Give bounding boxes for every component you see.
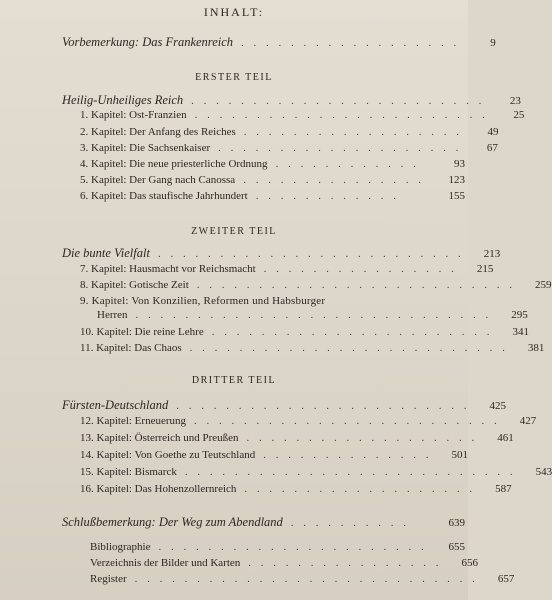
toc-section[interactable] <box>0 245 501 261</box>
appendix-label: Verzeichnis der Bilder und Karten <box>90 557 241 569</box>
toc-appendix-item[interactable] <box>0 539 465 555</box>
page-number: 295 <box>511 309 528 321</box>
chapter-label: 16. Kapitel: Das Hohenzollernreich <box>80 483 237 495</box>
chapter-label-line2: Herren <box>97 309 128 321</box>
page-number: 9 <box>490 37 496 49</box>
leader-dots: . . . . . . . . . . . . . . . . . . <box>241 37 460 49</box>
leader-dots: . . . . . . . . . . . . . . . . <box>263 263 458 275</box>
leader-dots: . . . . . . . . . . . . . . . . . . . . . . . . . <box>194 415 501 427</box>
chapter-label-line1: 9. Kapitel: Von Konzilien, Reformen und Habsburger <box>80 295 326 307</box>
toc-section[interactable] <box>0 92 521 108</box>
toc-chapter[interactable] <box>0 430 514 446</box>
leader-dots: . . . . . . . . . . . . . . . . . . . . . . . . . . <box>196 279 516 291</box>
toc-appendix-item[interactable] <box>0 555 479 571</box>
leader-dots: . . . . . . . . . . . . . . . . . . . . . . . . . <box>157 248 465 260</box>
toc-appendix-item[interactable] <box>0 571 515 587</box>
leader-dots: . . . . . . . . . . . . . . . . . . . . . . . <box>211 326 493 338</box>
leader-dots: . . . . . . . . . . . . <box>255 190 400 202</box>
page-number: 461 <box>497 432 514 444</box>
leader-dots: . . . . . . . . . . . . <box>275 158 420 170</box>
leader-dots: . . . . . . . . . . . . . . . . . . . . . . . . . . . . <box>134 573 479 585</box>
part-heading: ERSTER TEIL <box>195 72 273 83</box>
chapter-label: 7. Kapitel: Hausmacht vor Reichsmacht <box>80 263 256 275</box>
chapter-label: 6. Kapitel: Das staufische Jahrhundert <box>80 190 248 202</box>
page-number: 381 <box>527 342 545 354</box>
toc-chapter[interactable] <box>0 140 498 156</box>
appendix-label: Bibliographie <box>90 541 151 553</box>
toc-entry-label: Vorbemerkung: Das Frankenreich <box>62 35 234 49</box>
toc-chapter[interactable] <box>0 413 537 429</box>
page-number: 155 <box>448 190 465 202</box>
chapter-label: 8. Kapitel: Gotische Zeit <box>80 279 189 291</box>
section-label: Fürsten-Deutschland <box>62 398 169 412</box>
leader-dots: . . . . . . . . . . . . . . . . . . . . . . . . . . . <box>184 466 517 478</box>
chapter-label: 5. Kapitel: Der Gang nach Canossa <box>80 174 236 186</box>
page-number: 425 <box>489 400 506 412</box>
page-number: 49 <box>487 126 499 138</box>
toc-chapter[interactable] <box>0 107 525 123</box>
page-number: 587 <box>495 483 512 495</box>
leader-dots: . . . . . . . . . . . . . . . . . . . . . . . . <box>191 95 485 107</box>
leader-dots: . . . . . . . . . . . . . . <box>263 449 432 461</box>
page-number: 639 <box>448 517 465 529</box>
section-label: Die bunte Vielfalt <box>62 246 150 260</box>
page-number: 67 <box>486 142 498 154</box>
toc-chapter[interactable] <box>0 156 465 172</box>
chapter-label: 3. Kapitel: Die Sachsenkaiser <box>80 142 211 154</box>
toc-entry-intro[interactable] <box>0 34 496 50</box>
page-number: 259 <box>535 279 552 291</box>
leader-dots: . . . . . . . . . . . . . . . . <box>248 557 443 569</box>
toc-chapter[interactable] <box>0 188 465 204</box>
page-number: 543 <box>535 466 552 478</box>
page-number: 341 <box>512 326 529 338</box>
toc-section[interactable] <box>0 397 506 413</box>
chapter-label: 14. Kapitel: Von Goethe zu Teutschland <box>80 449 256 461</box>
toc-chapter[interactable] <box>0 324 529 340</box>
leader-dots: . . . . . . . . . . . . . . . <box>243 174 425 186</box>
page-number: 215 <box>476 263 494 275</box>
page-number: 123 <box>448 174 465 186</box>
toc-entry-label: Schlußbemerkung: Der Weg zum Abendland <box>62 515 283 529</box>
leader-dots: . . . . . . . . . . . . . . . . . . . . . . . . . . . . . <box>135 309 492 321</box>
toc-chapter[interactable] <box>0 464 552 480</box>
page-number: 25 <box>513 109 525 121</box>
leader-dots: . . . . . . . . . . . . . . . . . . . <box>244 483 476 495</box>
toc-chapter[interactable] <box>0 124 499 140</box>
part-heading: ZWEITER TEIL <box>191 226 277 237</box>
section-label: Heilig-Unheiliges Reich <box>62 93 184 107</box>
page-number: 23 <box>509 95 521 107</box>
chapter-label: 10. Kapitel: Die reine Lehre <box>80 326 204 338</box>
page-number: 213 <box>483 248 501 260</box>
toc-chapter[interactable] <box>0 481 512 497</box>
chapter-label: 1. Kapitel: Ost-Franzien <box>80 109 187 121</box>
toc-chapter-multiline[interactable] <box>0 294 528 322</box>
page-number: 657 <box>497 573 515 585</box>
toc-entry-outro[interactable] <box>0 514 465 530</box>
chapter-label: 2. Kapitel: Der Anfang des Reiches <box>80 126 236 138</box>
page-number: 93 <box>454 158 465 170</box>
toc-chapter[interactable] <box>0 277 552 293</box>
leader-dots: . . . . . . . . . . . . . . . . . . . <box>246 432 478 444</box>
leader-dots: . . . . . . . . . . <box>290 517 410 529</box>
leader-dots: . . . . . . . . . . . . . . . . . . . . . . . . . . <box>189 342 509 354</box>
page-number: 655 <box>448 541 465 553</box>
toc-chapter[interactable] <box>0 172 465 188</box>
page-title: INHALT: <box>203 5 265 19</box>
chapter-label: 15. Kapitel: Bismarck <box>80 466 177 478</box>
leader-dots: . . . . . . . . . . . . . . . . . . . . . . . . <box>194 109 489 121</box>
chapter-label: 13. Kapitel: Österreich und Preußen <box>80 432 239 444</box>
leader-dots: . . . . . . . . . . . . . . . . . . . . . . <box>158 541 428 553</box>
chapter-label: 11. Kapitel: Das Chaos <box>80 342 182 354</box>
toc-chapter[interactable] <box>0 447 468 463</box>
chapter-label: 12. Kapitel: Erneuerung <box>80 415 186 427</box>
part-heading: DRITTER TEIL <box>191 375 277 386</box>
page-number: 656 <box>461 557 479 569</box>
leader-dots: . . . . . . . . . . . . . . . . . . <box>243 126 463 138</box>
page-number: 501 <box>451 449 468 461</box>
chapter-second-line <box>80 308 528 322</box>
page-number: 427 <box>519 415 537 427</box>
toc-chapter[interactable] <box>0 340 545 356</box>
leader-dots: . . . . . . . . . . . . . . . . . . . . . . . . <box>176 400 470 412</box>
appendix-label: Register <box>90 573 127 585</box>
toc-chapter[interactable] <box>0 261 494 277</box>
chapter-label: 4. Kapitel: Die neue priesterliche Ordnung <box>80 158 268 170</box>
leader-dots: . . . . . . . . . . . . . . . . . . . . <box>218 142 462 154</box>
